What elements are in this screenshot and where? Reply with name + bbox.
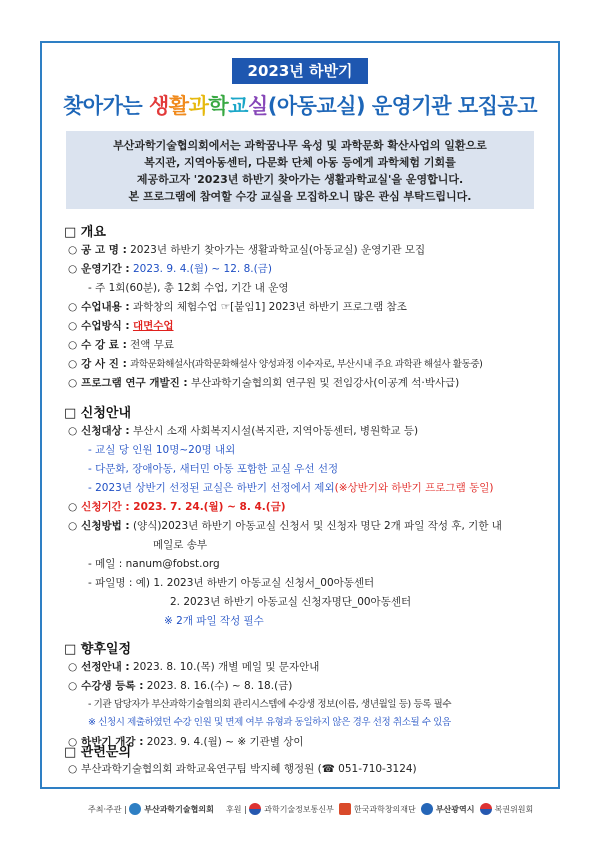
application-mail: - 메일 : nanum@fobst.org	[88, 558, 220, 570]
application-target-sub3: - 2023년 상반기 선정된 교실은 하반기 선정에서 제외(※상반기와 하반기 프로그램 동일)	[88, 482, 494, 494]
title-part: 과	[188, 94, 209, 118]
overview-developer: ○ 프로그램 연구 개발진 : 부산과학기술협의회 연구원 및 전임강사(이공계 석·박사급)	[68, 377, 460, 389]
intro-line: 복지관, 지역아동센터, 다문화 단체 아동 등에게 과학체험 기회를	[144, 156, 456, 169]
section-heading-contact: □ 관련문의	[64, 745, 132, 760]
lottery-logo-icon	[480, 803, 492, 815]
msit-logo-icon	[249, 803, 261, 815]
title-part: (아동교실) 운영기관 모집공고	[267, 94, 537, 118]
footer-sponsors: 후원 | 과학기술정보통신부 한국과학창의재단 부산광역시 복권위원회	[226, 804, 534, 814]
schedule-register-note: ※ 신청시 제출하였던 수강 인원 및 면제 여부 유형과 동일하지 않은 경우 선정 취소될 수 있음	[88, 717, 451, 728]
kofac-logo-icon	[339, 803, 351, 815]
busan-logo-icon	[421, 803, 433, 815]
footer	[58, 798, 578, 822]
page-title	[48, 90, 552, 120]
application-file-note: ※ 2개 파일 작성 필수	[164, 615, 264, 627]
overview-period-detail: - 주 1회(60분), 총 12회 수업, 기간 내 운영	[88, 282, 289, 294]
overview-fee: ○ 수 강 료 : 전액 무료	[68, 339, 175, 351]
title-part: 교	[228, 94, 248, 118]
application-method-line2: 메일로 송부	[153, 539, 208, 551]
title-part: 생	[148, 94, 169, 118]
intro-box	[66, 131, 534, 209]
title-part: 학	[208, 94, 229, 118]
title-part: 실	[247, 94, 268, 118]
schedule-select: ○ 선정안내 : 2023. 8. 10.(목) 개별 메일 및 문자안내	[68, 661, 320, 673]
schedule-open: ○ 하반기 개강 : 2023. 9. 4.(월) ~ ※ 기관별 상이	[68, 736, 304, 748]
section-heading-application: □ 신청안내	[64, 406, 132, 421]
year-badge: 2023년 하반기	[232, 58, 368, 84]
application-target: ○ 신청대상 : 부산시 소재 사회복지시설(복지관, 지역아동센터, 병원학교 등)	[68, 425, 419, 437]
section-heading-schedule: □ 향후일정	[64, 642, 132, 657]
overview-period: ○ 운영기간 : 2023. 9. 4.(월) ~ 12. 8.(금)	[68, 263, 272, 275]
overview-instructor: ○ 강 사 진 : 과학문화해설사(과학문화해설사 양성과정 이수자로, 부산시내 주요 과학관 해설사 활동중)	[68, 358, 483, 370]
application-target-sub2: - 다문화, 장애아동, 새터민 아동 포함한 교실 우선 선정	[88, 463, 339, 475]
title-part: 활	[168, 94, 189, 118]
section-heading-overview: □ 개요	[64, 225, 106, 240]
contact-info: ○ 부산과학기술협의회 과학교육연구팀 박지혜 행정원 (☎ 051-710-3124)	[68, 763, 417, 775]
title-part: 찾아가는	[63, 94, 149, 118]
overview-method: ○ 수업방식 : 대면수업	[68, 320, 174, 332]
overview-content: ○ 수업내용 : 과학창의 체험수업 ☞[붙임1] 2023년 하반기 프로그램 참조	[68, 301, 407, 313]
host-logo-icon	[129, 803, 141, 815]
intro-line: 제공하고자 '2023년 하반기 찾아가는 생활과학교실'을 운영합니다.	[136, 173, 464, 186]
overview-notice: ○ 공 고 명 : 2023년 하반기 찾아가는 생활과학교실(아동교실) 운영기관 모집	[68, 244, 426, 256]
application-method: ○ 신청방법 : (양식)2023년 하반기 아동교실 신청서 및 신청자 명단 2개 파일 작성 후, 기한 내	[68, 520, 502, 532]
schedule-register-sub: - 기관 담당자가 부산과학기술협의회 관리시스템에 수강생 정보(이름, 생년월일 등) 등록 필수	[88, 699, 452, 710]
footer-host: 주최·주관 | 부산과학기술협의회	[88, 804, 214, 814]
intro-line: 부산과학기술협의회에서는 과학꿈나무 육성 및 과학문화 확산사업의 일환으로	[113, 139, 487, 152]
intro-line: 본 프로그램에 참여할 수강 교실을 모집하오니 많은 관심 부탁드립니다.	[128, 190, 472, 203]
schedule-register: ○ 수강생 등록 : 2023. 8. 16.(수) ~ 8. 18.(금)	[68, 680, 293, 692]
application-period: ○ 신청기간 : 2023. 7. 24.(월) ~ 8. 4.(금)	[68, 501, 286, 513]
application-file-2: 2. 2023년 하반기 아동교실 신청자명단_00아동센터	[170, 596, 412, 608]
application-target-sub1: - 교실 당 인원 10명~20명 내외	[88, 444, 236, 456]
application-file-1: - 파일명 : 예) 1. 2023년 하반기 아동교실 신청서_00아동센터	[88, 577, 375, 589]
